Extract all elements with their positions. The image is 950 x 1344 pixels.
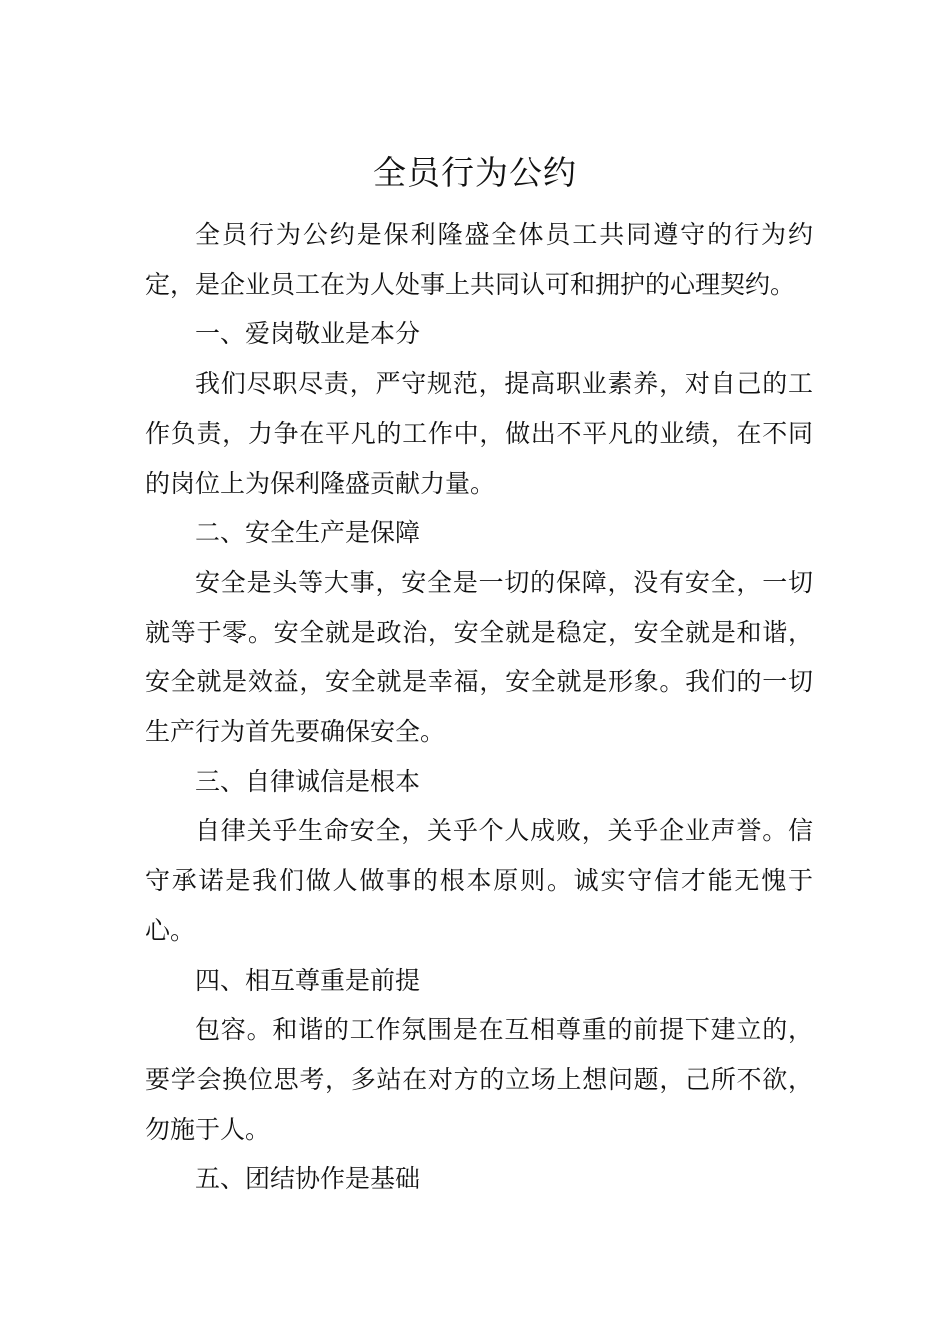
section-heading-4: 四、相互尊重是前提	[195, 965, 421, 995]
document-body	[145, 210, 813, 1204]
section-heading-3: 三、自律诚信是根本	[195, 766, 421, 796]
section-body-3: 自律关乎生命安全，关乎个人成败，关乎企业声誉。信守承诺是我们做人做事的根本原则。诚实守信才能无愧于心。	[145, 816, 813, 945]
document-title: 全员行为公约	[373, 153, 577, 192]
section-body-1: 我们尽职尽责，严守规范，提高职业素养，对自己的工作负责，力争在平凡的工作中，做出不平凡的业绩，在不同的岗位上为保利隆盛贡献力量。	[145, 369, 813, 498]
section-body-2: 安全是头等大事，安全是一切的保障，没有安全，一切就等于零。安全就是政治，安全就是稳定，安全就是和谐，安全就是效益，安全就是幸福，安全就是形象。我们的一切生产行为首先要确保安全。	[145, 567, 813, 747]
section-body-4: 包容。和谐的工作氛围是在互相尊重的前提下建立的，要学会换位思考，多站在对方的立场上想问题，己所不欲，勿施于人。	[145, 1015, 813, 1144]
section-heading-5: 五、团结协作是基础	[195, 1164, 421, 1194]
section-heading-1: 一、爱岗敬业是本分	[195, 319, 421, 349]
section-heading-2: 二、安全生产是保障	[195, 518, 421, 548]
intro-paragraph: 全员行为公约是保利隆盛全体员工共同遵守的行为约定，是企业员工在为人处事上共同认可和拥护的心理契约。	[145, 220, 813, 299]
